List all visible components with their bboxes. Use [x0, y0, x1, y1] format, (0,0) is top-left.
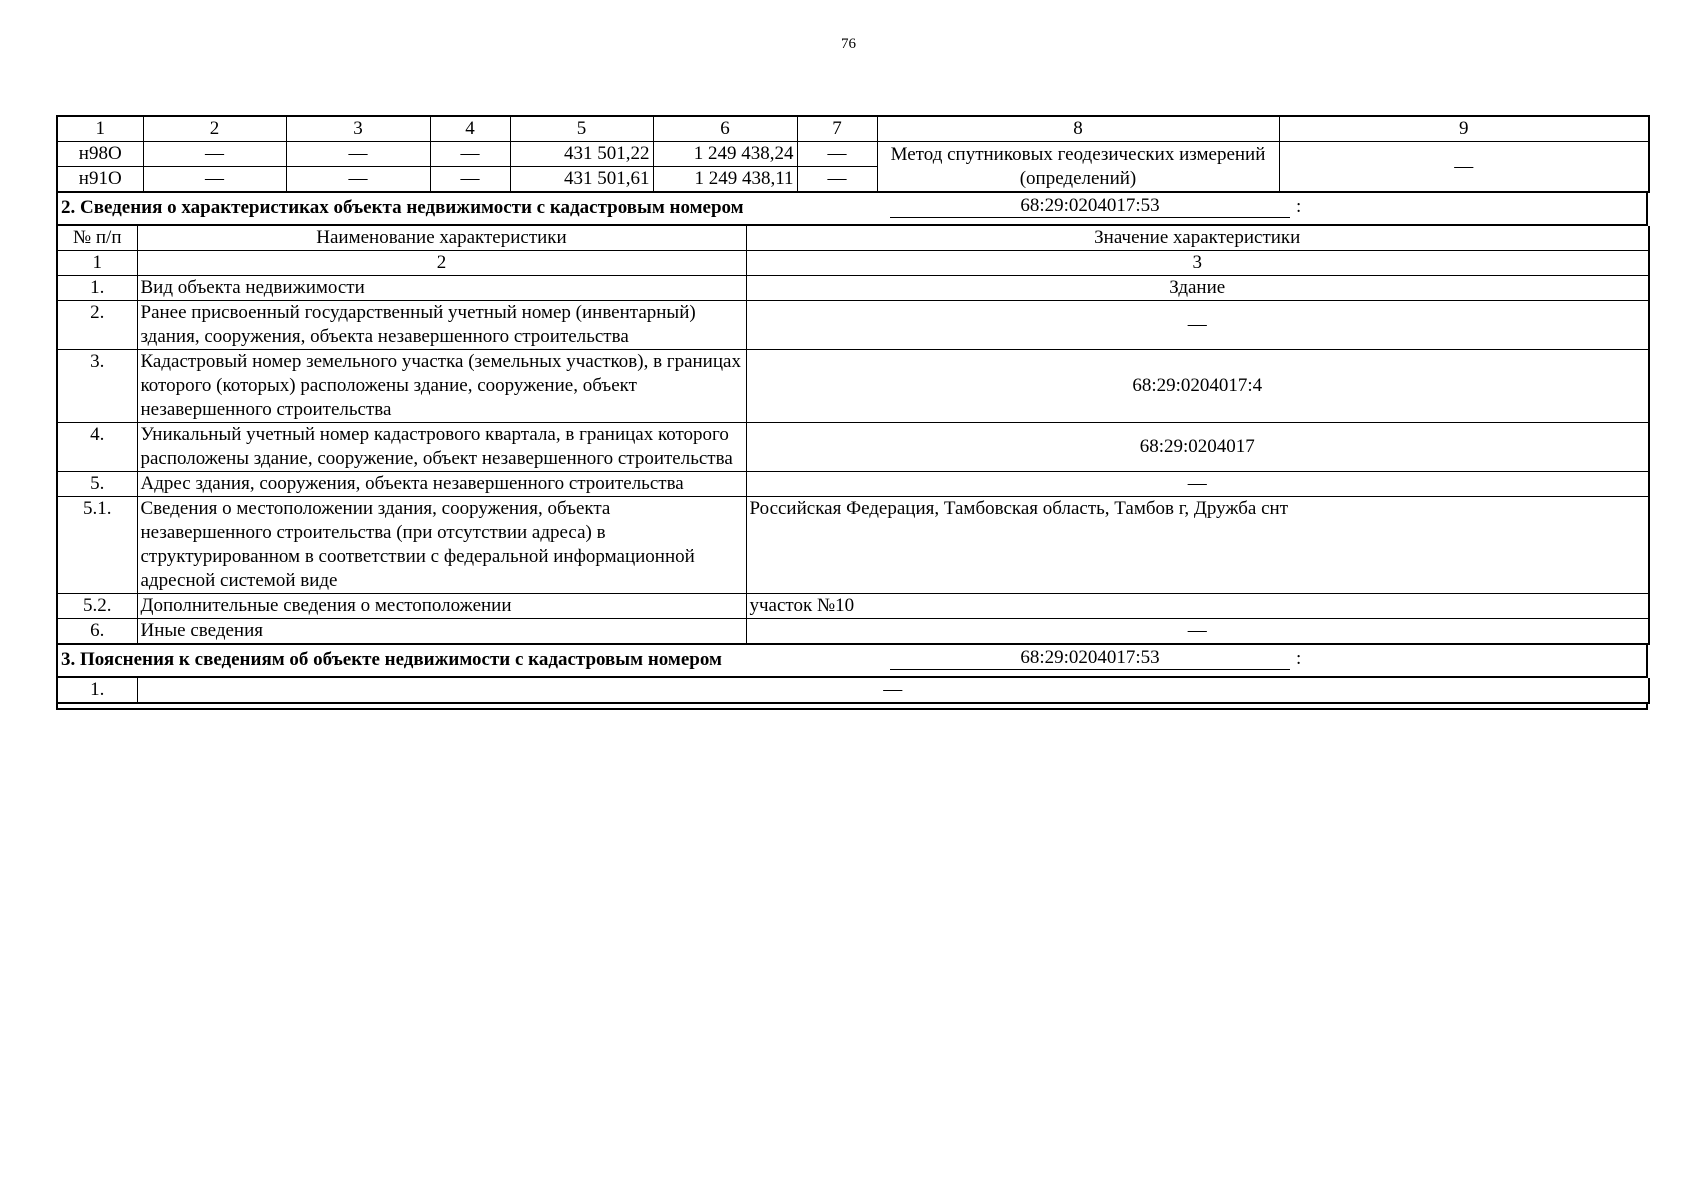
- col-header: 7: [797, 116, 877, 142]
- explanation-value: —: [137, 678, 1649, 703]
- coord-x: 431 501,61: [510, 167, 653, 193]
- table-row: [57, 142, 1649, 167]
- characteristic-value: —: [746, 619, 1649, 645]
- section2-cadastral-number: 68:29:0204017:53: [890, 195, 1290, 218]
- col-header: 6: [653, 116, 797, 142]
- point-name: н98О: [57, 142, 143, 167]
- section3-cadastral-number: 68:29:0204017:53: [890, 647, 1290, 670]
- row-number: 4.: [57, 423, 137, 472]
- col-header-name: Наименование характеристики: [137, 226, 746, 251]
- coord-y: 1 249 438,11: [653, 167, 797, 193]
- characteristic-name: Сведения о местоположении здания, сооружения, объекта незавершенного строительства (при отсутствии адреса) в структурированном в соответствии с федеральной информационной адресной системой виде: [137, 497, 746, 594]
- row-number: 5.: [57, 472, 137, 497]
- cell: —: [797, 167, 877, 193]
- coord-y: 1 249 438,24: [653, 142, 797, 167]
- section2-colon: :: [1296, 196, 1302, 217]
- col-number: 1: [57, 251, 137, 276]
- characteristic-value: Здание: [746, 276, 1649, 301]
- section3-title: 3. Пояснения к сведениям об объекте недвижимости с кадастровым номером: [61, 649, 722, 670]
- table-bottom-border: [56, 704, 1648, 710]
- characteristic-name: Дополнительные сведения о местоположении: [137, 594, 746, 619]
- explanations-table: [56, 678, 1650, 704]
- characteristic-name: Уникальный учетный номер кадастрового квартала, в границах которого расположены здание, сооружение, объект незавершенного строительства: [137, 423, 746, 472]
- characteristics-header-row: [57, 226, 1649, 251]
- cell: —: [286, 142, 430, 167]
- col-header: 9: [1279, 116, 1649, 142]
- section2-title: 2. Сведения о характеристиках объекта недвижимости с кадастровым номером: [61, 197, 744, 218]
- characteristic-value: —: [746, 472, 1649, 497]
- cell: —: [143, 167, 286, 193]
- characteristic-name: Иные сведения: [137, 619, 746, 645]
- cell: —: [430, 142, 510, 167]
- table-row: [57, 594, 1649, 619]
- row-number: 2.: [57, 301, 137, 350]
- table-row: [57, 350, 1649, 423]
- row-number: 6.: [57, 619, 137, 645]
- table-row: [57, 619, 1649, 645]
- table-row: [57, 497, 1649, 594]
- point-name: н91О: [57, 167, 143, 193]
- table-row: [57, 423, 1649, 472]
- characteristic-name: Ранее присвоенный государственный учетный номер (инвентарный) здания, сооружения, объекта незавершенного строительства: [137, 301, 746, 350]
- row-number: 1.: [57, 678, 137, 703]
- col-header: 2: [143, 116, 286, 142]
- cell: —: [143, 142, 286, 167]
- cadastral-document: [56, 115, 1648, 710]
- characteristic-name: Кадастровый номер земельного участка (земельных участков), в границах которого (которых) расположены здание, сооружение, объект незавершенного строительства: [137, 350, 746, 423]
- page-number: 76: [841, 36, 856, 52]
- coordinates-table: [56, 115, 1650, 193]
- col9-cell: —: [1279, 142, 1649, 193]
- characteristics-table: [56, 226, 1650, 645]
- cell: —: [286, 167, 430, 193]
- characteristic-value: Российская Федерация, Тамбовская область, Тамбов г, Дружба снт: [746, 497, 1649, 594]
- col-header: 4: [430, 116, 510, 142]
- col-header: 3: [286, 116, 430, 142]
- characteristic-name: Адрес здания, сооружения, объекта незавершенного строительства: [137, 472, 746, 497]
- col-number: 3: [746, 251, 1649, 276]
- col-header-value: Значение характеристики: [746, 226, 1649, 251]
- cell: —: [430, 167, 510, 193]
- section3-heading: [56, 645, 1648, 678]
- table-row: [57, 301, 1649, 350]
- method-cell: Метод спутниковых геодезических измерений (определений): [877, 142, 1279, 193]
- col-number: 2: [137, 251, 746, 276]
- column-numbers-row: [57, 251, 1649, 276]
- col-header: 8: [877, 116, 1279, 142]
- table-row: [57, 678, 1649, 703]
- section2-heading: [56, 193, 1648, 226]
- row-number: 5.2.: [57, 594, 137, 619]
- table-row: [57, 472, 1649, 497]
- col-header: 5: [510, 116, 653, 142]
- section3-colon: :: [1296, 648, 1302, 669]
- col-header: 1: [57, 116, 143, 142]
- row-number: 5.1.: [57, 497, 137, 594]
- col-header-num: № п/п: [57, 226, 137, 251]
- row-number: 1.: [57, 276, 137, 301]
- characteristic-name: Вид объекта недвижимости: [137, 276, 746, 301]
- row-number: 3.: [57, 350, 137, 423]
- cell: —: [797, 142, 877, 167]
- coordinates-header-row: [57, 116, 1649, 142]
- table-row: [57, 276, 1649, 301]
- characteristic-value: 68:29:0204017: [746, 423, 1649, 472]
- coord-x: 431 501,22: [510, 142, 653, 167]
- characteristic-value: 68:29:0204017:4: [746, 350, 1649, 423]
- characteristic-value: участок №10: [746, 594, 1649, 619]
- characteristic-value: —: [746, 301, 1649, 350]
